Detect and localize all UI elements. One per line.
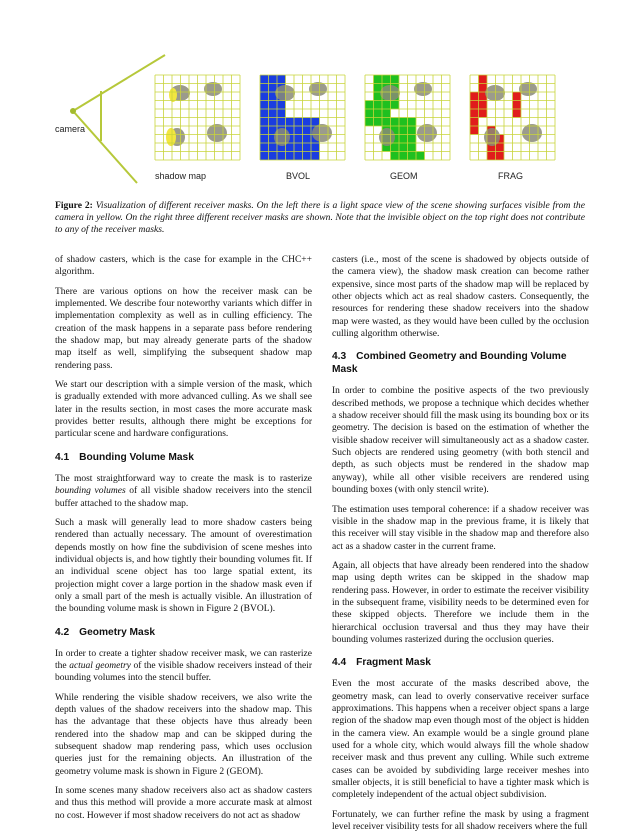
- scene-object: [275, 85, 295, 101]
- section-title: Bounding Volume Mask: [79, 451, 194, 463]
- mask-cell: [399, 143, 408, 152]
- paragraph: Such a mask will generally lead to more shadow casters being rendered than actually necessary. The amount of overestimation depends mostly on how fine the subdivision of scene meshes into individual objects is, and how tightly their bounding volumes fit. If an individual scene object has too large spatial extent, its projection might cover a large portion in the shadow mask even if only a small part of the mesh is actually visible. An illustration of the bounding volume mask is shown in Figure 2 (BVOL).: [55, 517, 312, 615]
- right-column: [332, 254, 589, 840]
- paragraph: [55, 473, 312, 510]
- camera-dot: [70, 108, 76, 114]
- mask-cell: [408, 152, 417, 161]
- mask-cell: [496, 143, 505, 152]
- mask-cell: [479, 109, 488, 118]
- mask-cell: [470, 109, 479, 118]
- frag-label: FRAG: [498, 171, 524, 181]
- mask-cell: [374, 101, 383, 110]
- section-title: Fragment Mask: [356, 657, 431, 669]
- bvol-grid: [260, 75, 345, 160]
- paragraph: In some scenes many shadow receivers also act as shadow casters and thus this method will provide a more accurate mask at almost no cost. However if most shadow receivers do not act as shadow: [55, 786, 312, 821]
- scene-object: [522, 124, 542, 142]
- mask-cell: [294, 118, 303, 127]
- mask-cell: [408, 118, 417, 127]
- mask-cell: [260, 109, 269, 118]
- left-column: [55, 254, 312, 829]
- figure-illustration: [55, 45, 585, 195]
- paragraph: casters (i.e., most of the scene is shadowed by objects outside of the camera view), the shadow mask creation can become rather expensive, since most parts of the shadow map will be replaced by other objects which act as real shadow casters. Consequently, the resources for rendering these shadow receivers into the shadow map were wasted, as they would have been culled by the occlusion culling algorithm otherwise.: [332, 255, 589, 340]
- mask-cell: [479, 101, 488, 110]
- text-run: of the visible shadow receivers instead of their bounding volumes into the stencil buffer.: [55, 660, 313, 684]
- mask-cell: [365, 118, 374, 127]
- scene-object: [204, 82, 222, 96]
- paragraph: Again, all objects that have already been rendered into the shadow map using depth writes can be skipped in the shadow map rendering pass. However, in order to estimate the receiver visibility in the subsequent frame, visibility needs to be determined even for these skipped objects. Therefore we include them in the hierarchical occlusion traversal and thus they may have their bounding volumes rasterized during the occlusion queries.: [332, 560, 589, 645]
- mask-cell: [470, 101, 479, 110]
- mask-cell: [277, 75, 286, 84]
- mask-cell: [374, 109, 383, 118]
- mask-cell: [496, 152, 505, 161]
- section-number: 4.2: [55, 626, 70, 638]
- figure-2: [55, 45, 585, 195]
- mask-cell: [311, 152, 320, 161]
- paragraph: While rendering the visible shadow receivers, we also write the depth values of the shadow receivers into the shadow map. This has the advantage that these objects have thus already been rendered into the shadow map and can be skipped during the subsequent shadow map rendering pass, which uses occlusion queries just for the remaining objects. An illustration of the geometry volume mask is shown in Figure 2 (GEOM).: [55, 692, 312, 777]
- mask-cell: [513, 109, 522, 118]
- geom-label: GEOM: [390, 171, 418, 181]
- mask-cell: [277, 101, 286, 110]
- mask-cell: [408, 135, 417, 144]
- scene-object: [414, 82, 432, 96]
- mask-cell: [382, 118, 391, 127]
- mask-cell: [260, 143, 269, 152]
- scene-object: [380, 85, 400, 101]
- mask-cell: [277, 109, 286, 118]
- emphasis: bounding volumes: [55, 486, 126, 497]
- mask-cell: [399, 135, 408, 144]
- mask-cell: [269, 75, 278, 84]
- mask-cell: [470, 118, 479, 127]
- paragraph: Fortunately, we can further refine the mask by using a fragment level receiver visibility tests for all shadow receivers where the full: [332, 809, 589, 833]
- mask-cell: [260, 84, 269, 93]
- mask-cell: [260, 101, 269, 110]
- mask-cell: [470, 126, 479, 135]
- paragraph: There are various options on how the receiver mask can be implemented. We describe four noteworthy variants which differ in implementation complexity as well as in culling efficiency. The creation of the mask happens in a separate pass before rendering the shadow map, but may already generate parts of the shadow map itself as well, simplifying the subsequent shadow map rendering pass.: [55, 286, 312, 371]
- mask-cell: [286, 118, 295, 127]
- text-run: of all visible shadow receivers into the stencil buffer attached to the shadow map.: [55, 486, 312, 509]
- camera-label: camera: [55, 124, 86, 134]
- mask-cell: [303, 126, 312, 135]
- scene-object: [312, 124, 332, 142]
- mask-cell: [365, 109, 374, 118]
- mask-cell: [416, 152, 425, 161]
- mask-cell: [470, 92, 479, 101]
- scene-object: [309, 82, 327, 96]
- camera-frustum: [73, 55, 165, 183]
- bvol-label: BVOL: [286, 171, 311, 181]
- mask-cell: [286, 152, 295, 161]
- mask-cell: [269, 143, 278, 152]
- mask-cell: [391, 101, 400, 110]
- mask-cell: [399, 152, 408, 161]
- paragraph: We start our description with a simple version of the mask, which is gradually extended with more advanced culling. As we shall see later in the results section, in most cases the more accurate mask provides better results, although there might be exceptions for particular scene and hardware configurations.: [55, 380, 312, 440]
- shadow-map-label: shadow map: [155, 171, 207, 181]
- mask-cell: [303, 143, 312, 152]
- mask-cell: [286, 143, 295, 152]
- scene-object: [207, 124, 227, 142]
- mask-cell: [513, 101, 522, 110]
- mask-cell: [294, 135, 303, 144]
- mask-cell: [269, 101, 278, 110]
- mask-cell: [277, 152, 286, 161]
- mask-cell: [374, 75, 383, 84]
- mask-cell: [408, 143, 417, 152]
- mask-cell: [382, 109, 391, 118]
- mask-cell: [374, 118, 383, 127]
- section-title: Geometry Mask: [79, 626, 156, 638]
- mask-cell: [294, 143, 303, 152]
- section-number: 4.3: [332, 351, 347, 363]
- scene-object: [485, 85, 505, 101]
- mask-cell: [294, 152, 303, 161]
- paragraph: In order to combine the positive aspects of the two previously described methods, we propose a technique which decides whether a shadow receiver should fill the mask using its bounding box or its geometry. The decision is based on the estimation of whether the visible shadow receiver will simultaneously act as a shadow caster. Such objects are rendered using geometry (with both stencil and depth, as such objects must be rendered in the shadow map anyway), while all other visible receivers are rendered using bounding boxes (with only stencil write).: [332, 386, 589, 496]
- mask-cell: [260, 92, 269, 101]
- section-heading-4-4: [332, 656, 589, 669]
- mask-cell: [479, 75, 488, 84]
- section-heading-4-2: [55, 626, 312, 639]
- section-number: 4.4: [332, 657, 347, 669]
- text-run: The most straightforward way to create the mask is to rasterize: [55, 473, 312, 484]
- mask-cell: [303, 135, 312, 144]
- mask-cell: [269, 109, 278, 118]
- mask-cell: [513, 92, 522, 101]
- paragraph: Even the most accurate of the masks described above, the geometry mask, can lead to overly conservative receiver surface approximations. This happens when a receiver object spans a large region of the shadow map even though most of the object is hidden in the camera view. An example would be a single ground plane used for a whole city, which would always fill the whole shadow receiver mask and thus prevent any culling. While such extreme cases can be avoided by subdividing large receiver meshes into smaller objects, it is still beneficial to have a tighter mask which is completely independent of the actual object subdivision.: [332, 679, 589, 801]
- section-title: Combined Geometry and Bounding Volume Mask: [332, 351, 567, 376]
- mask-cell: [391, 143, 400, 152]
- mask-cell: [382, 101, 391, 110]
- text-run: In order to create a tighter shadow receiver mask, we can rasterize the: [55, 648, 312, 671]
- mask-cell: [382, 75, 391, 84]
- scene-object: [519, 82, 537, 96]
- mask-cell: [303, 152, 312, 161]
- mask-cell: [399, 118, 408, 127]
- paragraph: The estimation uses temporal coherence: if a shadow receiver was visible in the shadow map in the previous frame, it is likely that this receiver will stay visible in the shadow map and therefore also act as a shadow caster in the current frame.: [332, 504, 589, 552]
- mask-cell: [260, 126, 269, 135]
- geom-grid: [365, 75, 450, 160]
- mask-cell: [269, 118, 278, 127]
- caption-text: Visualization of different receiver masks. On the left there is a light space view of the scene showing surfaces visible from the camera in yellow. On the right three different receiver masks are shown. Note that the invisible object on the top right does not contribute to any of the receiver masks.: [55, 200, 585, 236]
- mask-cell: [311, 143, 320, 152]
- caption-label: Figure 2:: [55, 200, 93, 211]
- paragraph: [55, 648, 312, 685]
- mask-cell: [391, 152, 400, 161]
- shadow-map-grid: [155, 75, 240, 160]
- mask-cell: [391, 75, 400, 84]
- figure-caption: [55, 200, 585, 237]
- mask-cell: [260, 75, 269, 84]
- paragraph: of shadow casters, which is the case for example in the CHC++ algorithm.: [55, 255, 312, 278]
- mask-cell: [303, 118, 312, 127]
- section-number: 4.1: [55, 451, 70, 463]
- mask-cell: [408, 126, 417, 135]
- emphasis: actual geometry: [69, 660, 131, 671]
- mask-cell: [269, 152, 278, 161]
- section-heading-4-3: [332, 350, 589, 376]
- mask-cell: [391, 118, 400, 127]
- mask-cell: [294, 126, 303, 135]
- visible-surface: [169, 88, 177, 102]
- mask-cell: [260, 152, 269, 161]
- mask-cell: [277, 118, 286, 127]
- mask-cell: [399, 126, 408, 135]
- section-heading-4-1: [55, 451, 312, 464]
- mask-cell: [260, 135, 269, 144]
- scene-object: [417, 124, 437, 142]
- frag-grid: [470, 75, 555, 160]
- mask-cell: [487, 152, 496, 161]
- mask-cell: [365, 101, 374, 110]
- mask-cell: [260, 118, 269, 127]
